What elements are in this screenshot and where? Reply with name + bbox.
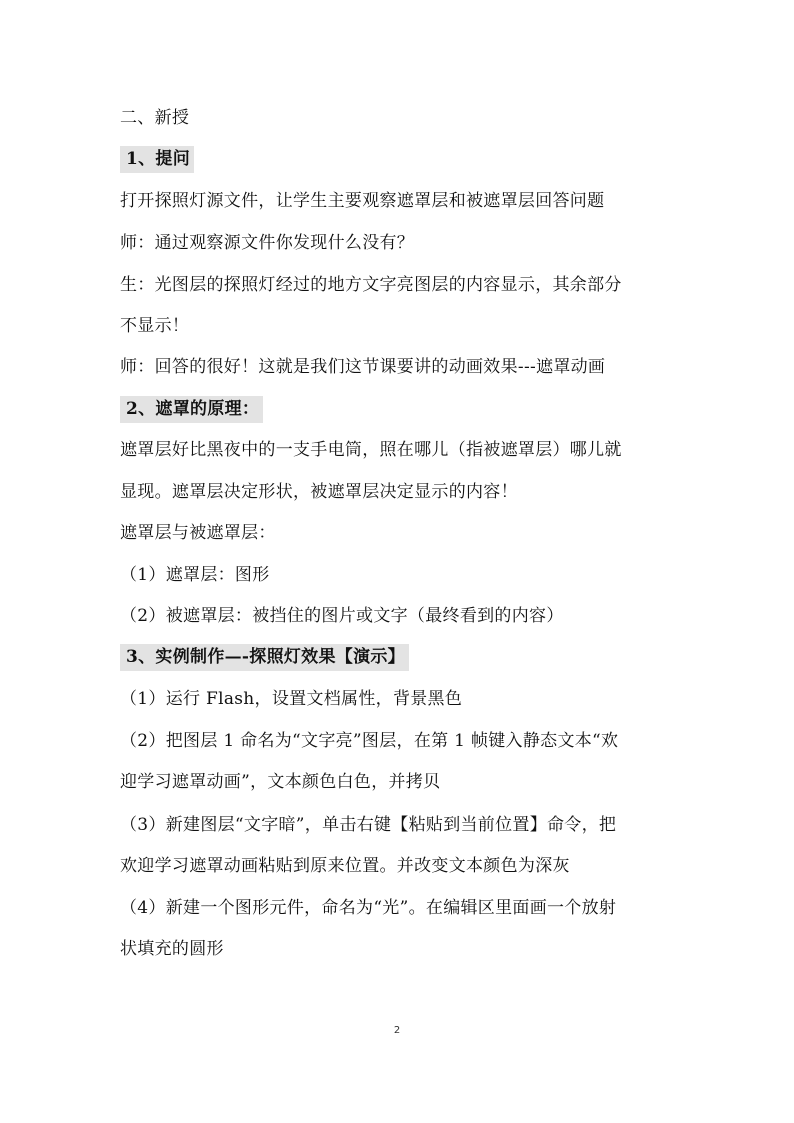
paragraph-layers-intro: 遮罩层与被遮罩层： [120,523,276,543]
list-item-mask-layer: （1）遮罩层：图形 [120,565,270,585]
heading-example: 3、实例制作—-探照灯效果【演示】 [120,644,409,671]
list-item-masked-layer: （2）被遮罩层：被挡住的图片或文字（最终看到的内容） [120,606,564,626]
step-4-line-2: 状填充的圆形 [120,939,224,959]
paragraph-teacher-reply: 师：回答的很好！这就是我们这节课要讲的动画效果---遮罩动画 [120,357,606,377]
step-2-line-1: （2）把图层 1 命名为“文字亮”图层，在第 1 帧键入静态文本“欢 [120,731,619,751]
step-2-line-2: 迎学习遮罩动画”，文本颜色白色，并拷贝 [120,772,441,792]
step-1: （1）运行 Flash，设置文档属性，背景黑色 [120,689,463,709]
step-4-line-1: （4）新建一个图形元件，命名为“光”。在编辑区里面画一个放射 [120,898,617,918]
paragraph-student-answer-2: 不显示！ [120,316,190,336]
paragraph-teacher-question: 师：通过观察源文件你发现什么没有？ [120,233,415,253]
step-3-line-1: （3）新建图层“文字暗”，单击右键【粘贴到当前位置】命令，把 [120,815,617,835]
page-number: 2 [393,1025,401,1036]
paragraph-principle-2: 显现。遮罩层决定形状，被遮罩层决定显示的内容！ [120,482,518,502]
section-title: 二、新授 [120,108,190,128]
step-3-line-2: 欢迎学习遮罩动画粘贴到原来位置。并改变文本颜色为深灰 [120,856,570,876]
paragraph-open-file: 打开探照灯源文件，让学生主要观察遮罩层和被遮罩层回答问题 [120,191,605,211]
heading-question: 1、提问 [120,146,194,173]
paragraph-principle-1: 遮罩层好比黑夜中的一支手电筒，照在哪儿（指被遮罩层）哪儿就 [120,440,622,460]
heading-principle: 2、遮罩的原理： [120,396,263,423]
paragraph-student-answer-1: 生：光图层的探照灯经过的地方文字亮图层的内容显示，其余部分 [120,275,622,295]
